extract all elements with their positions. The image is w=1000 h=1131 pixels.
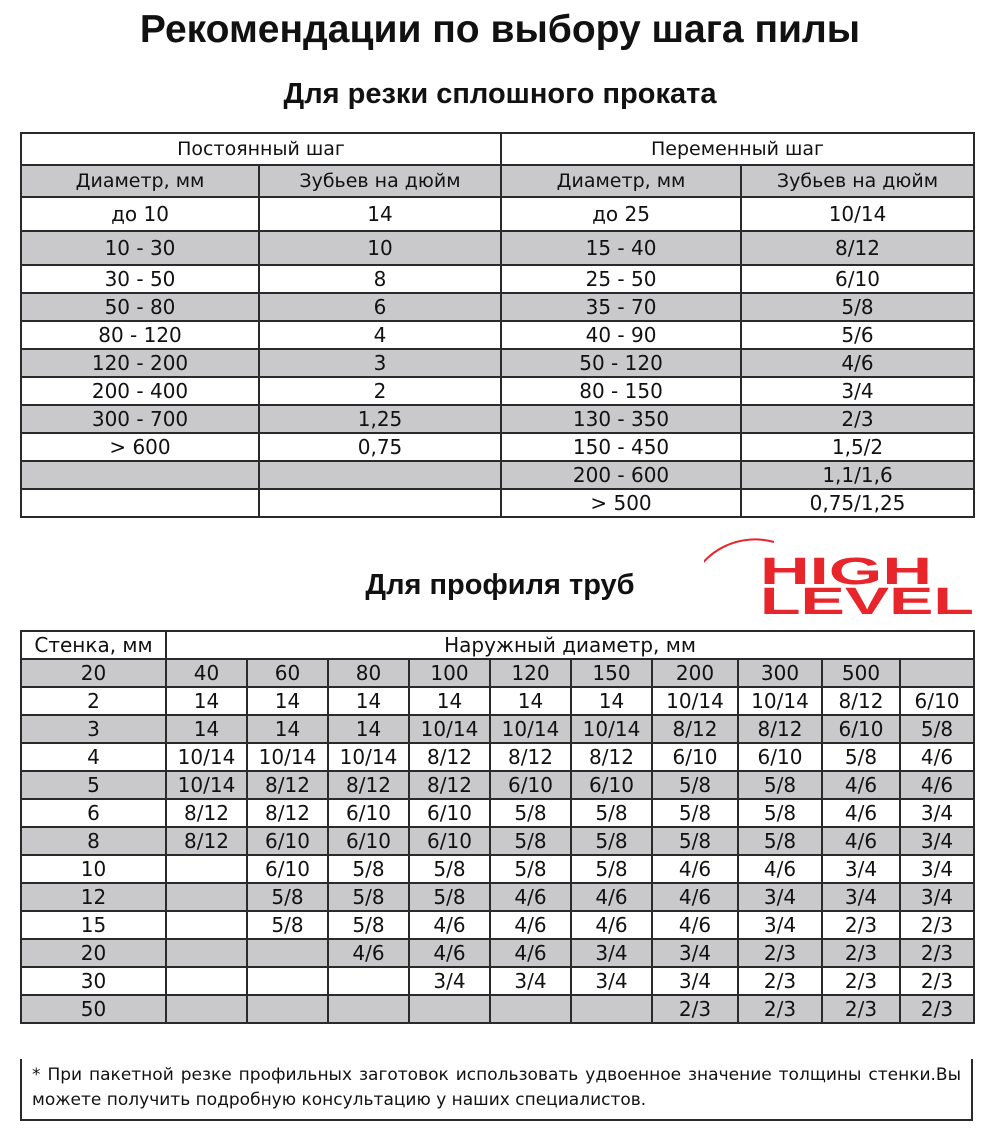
col-diameter-constant: Диаметр, мм (21, 165, 259, 197)
wall-thickness-cell: 6 (21, 799, 166, 827)
table-cell: 5/8 (490, 855, 571, 883)
table-cell (328, 995, 409, 1023)
table-cell: 10/14 (741, 197, 974, 231)
table-row (21, 855, 974, 883)
table-cell: 4/6 (822, 771, 900, 799)
table-cell: 8/12 (571, 743, 652, 771)
wall-thickness-cell: 2 (21, 687, 166, 715)
table-row (21, 967, 974, 995)
table-cell: 200 - 400 (21, 377, 259, 405)
table-cell: 2/3 (900, 995, 974, 1023)
table-cell: 6 (259, 293, 501, 321)
diameter-header-row (21, 659, 974, 687)
table-cell: 10/14 (571, 715, 652, 743)
table-cell: 14 (571, 687, 652, 715)
table-cell: 6/10 (738, 743, 822, 771)
table-cell: 200 - 600 (501, 461, 741, 489)
table-cell: 130 - 350 (501, 405, 741, 433)
table-cell: 10/14 (652, 687, 738, 715)
table-cell: 5/8 (738, 827, 822, 855)
table-cell: 4/6 (652, 911, 738, 939)
table-cell: 5/8 (490, 799, 571, 827)
table-cell: 35 - 70 (501, 293, 741, 321)
table-cell (247, 967, 328, 995)
table-cell (247, 995, 328, 1023)
table-cell: 4/6 (571, 911, 652, 939)
table-cell: 120 - 200 (21, 349, 259, 377)
table-row (21, 231, 974, 265)
table-cell: 10/14 (247, 743, 328, 771)
table-cell: 4 (259, 321, 501, 349)
table-cell: 5/8 (247, 911, 328, 939)
table-cell: 3/4 (571, 939, 652, 967)
wall-thickness-cell: 30 (21, 967, 166, 995)
table-cell: 2/3 (822, 911, 900, 939)
table-cell: 8/12 (652, 715, 738, 743)
diameter-header-cell: 60 (247, 659, 328, 687)
table-cell (166, 939, 247, 967)
table-cell (247, 939, 328, 967)
table-cell: 2/3 (900, 967, 974, 995)
table-cell (166, 855, 247, 883)
table-cell: 50 - 120 (501, 349, 741, 377)
table-cell: 2/3 (738, 995, 822, 1023)
table-cell: 5/6 (741, 321, 974, 349)
wall-thickness-cell: 50 (21, 995, 166, 1023)
wall-thickness-cell: 20 (21, 939, 166, 967)
wall-thickness-cell: 12 (21, 883, 166, 911)
table-cell: 14 (490, 687, 571, 715)
table-cell: 3 (259, 349, 501, 377)
table-cell: 14 (166, 715, 247, 743)
table-cell: 10/14 (166, 743, 247, 771)
table-cell: 8/12 (741, 231, 974, 265)
table-cell: 3/4 (409, 967, 490, 995)
page-title: Рекомендации по выбору шага пилы (139, 8, 861, 51)
table-cell (259, 489, 501, 517)
table-cell (490, 995, 571, 1023)
table-cell: 5/8 (822, 743, 900, 771)
table-cell: 5/8 (652, 827, 738, 855)
table-cell: 3/4 (652, 967, 738, 995)
table-cell: 4/6 (490, 883, 571, 911)
table-cell: 8/12 (822, 687, 900, 715)
table-cell: 3/4 (738, 911, 822, 939)
table-cell: 40 - 90 (501, 321, 741, 349)
solid-stock-table (20, 132, 975, 518)
table-cell: 8/12 (490, 743, 571, 771)
table-cell (409, 995, 490, 1023)
table-cell: 2/3 (652, 995, 738, 1023)
table-cell: 8/12 (166, 799, 247, 827)
diameter-header-cell: 120 (490, 659, 571, 687)
table-cell: 3/4 (738, 883, 822, 911)
table-cell: 4/6 (490, 939, 571, 967)
table-cell: 4/6 (822, 799, 900, 827)
table-cell: 2/3 (822, 995, 900, 1023)
table-cell: 2/3 (738, 939, 822, 967)
wall-thickness-cell: 4 (21, 743, 166, 771)
table-cell: 300 - 700 (21, 405, 259, 433)
table-cell: 2/3 (900, 911, 974, 939)
table-cell: 3/4 (900, 855, 974, 883)
wall-thickness-cell: 3 (21, 715, 166, 743)
table-cell: 6/10 (409, 799, 490, 827)
table-cell: 5/8 (900, 715, 974, 743)
table-cell: 5/8 (571, 799, 652, 827)
table-cell: 10/14 (166, 771, 247, 799)
table-row (21, 405, 974, 433)
table-cell: > 600 (21, 433, 259, 461)
table-row (21, 827, 974, 855)
table-row (21, 687, 974, 715)
diameter-header-cell: 20 (21, 659, 166, 687)
table-cell: 2/3 (741, 405, 974, 433)
wall-thickness-cell: 10 (21, 855, 166, 883)
table-row (21, 293, 974, 321)
table-cell: 4/6 (822, 827, 900, 855)
diameter-header-cell: 40 (166, 659, 247, 687)
table-row (21, 939, 974, 967)
diameter-header-cell (900, 659, 974, 687)
table-cell: 4/6 (490, 911, 571, 939)
table-cell: 6/10 (822, 715, 900, 743)
diameter-header-cell: 200 (652, 659, 738, 687)
table-cell: 3/4 (900, 799, 974, 827)
table-cell: 14 (247, 687, 328, 715)
table-cell: 4/6 (652, 855, 738, 883)
table-cell: 14 (328, 687, 409, 715)
table-cell (259, 461, 501, 489)
table-cell: 2 (259, 377, 501, 405)
table-cell: 10/14 (409, 715, 490, 743)
variable-pitch-header: Переменный шаг (501, 133, 974, 165)
table-cell: 4/6 (900, 771, 974, 799)
footnote: * При пакетной резке профильных заготовок использовать удвоенное значение толщины стенки.Вы можете получить подробную консультацию у наших специалистов. (20, 1059, 973, 1121)
table-cell: 3/4 (822, 855, 900, 883)
table-cell: 8/12 (409, 771, 490, 799)
table-cell: 10 (259, 231, 501, 265)
wall-thickness-cell: 5 (21, 771, 166, 799)
table-cell: 10/14 (328, 743, 409, 771)
table-cell: 3/4 (822, 883, 900, 911)
table-cell: 5/8 (409, 855, 490, 883)
table-cell: до 25 (501, 197, 741, 231)
table-cell: 2/3 (900, 939, 974, 967)
table-cell: 80 - 120 (21, 321, 259, 349)
col-tpi-variable: Зубьев на дюйм (741, 165, 974, 197)
table-row (21, 433, 974, 461)
table-cell: 14 (166, 687, 247, 715)
diameter-header-cell: 80 (328, 659, 409, 687)
table-cell: 3/4 (652, 939, 738, 967)
table-cell: 5/8 (328, 911, 409, 939)
table-cell: 8 (259, 265, 501, 293)
table-cell: до 10 (21, 197, 259, 231)
table-cell: 4/6 (652, 883, 738, 911)
table-cell: 10 - 30 (21, 231, 259, 265)
table-cell: 8/12 (247, 799, 328, 827)
table-cell: 6/10 (409, 827, 490, 855)
constant-pitch-header: Постоянный шаг (21, 133, 501, 165)
diameter-header-cell: 100 (409, 659, 490, 687)
table-cell: 14 (247, 715, 328, 743)
table-row (21, 461, 974, 489)
table-cell: 1,5/2 (741, 433, 974, 461)
table-cell: 4/6 (409, 911, 490, 939)
table-cell: 5/8 (409, 883, 490, 911)
table-cell: 2/3 (822, 939, 900, 967)
table-cell: 6/10 (328, 827, 409, 855)
table-cell: 6/10 (571, 771, 652, 799)
table-cell: 5/8 (652, 771, 738, 799)
table-cell: 8/12 (328, 771, 409, 799)
table-cell: 8/12 (738, 715, 822, 743)
table-cell: 4/6 (900, 743, 974, 771)
table-cell: 3/4 (490, 967, 571, 995)
table-cell: 5/8 (490, 827, 571, 855)
table-cell (166, 883, 247, 911)
table-cell: 5/8 (652, 799, 738, 827)
table-cell (166, 995, 247, 1023)
table-cell: 2/3 (822, 967, 900, 995)
table-cell: 3/4 (571, 967, 652, 995)
table-cell: 6/10 (741, 265, 974, 293)
table-cell: 15 - 40 (501, 231, 741, 265)
table-cell: 50 - 80 (21, 293, 259, 321)
table-cell: 4/6 (328, 939, 409, 967)
table-cell: 30 - 50 (21, 265, 259, 293)
col-tpi-constant: Зубьев на дюйм (259, 165, 501, 197)
table-row (21, 197, 974, 231)
table-row (21, 349, 974, 377)
table-cell: 6/10 (247, 827, 328, 855)
table-cell: > 500 (501, 489, 741, 517)
wall-thickness-cell: 15 (21, 911, 166, 939)
table-row (21, 377, 974, 405)
table-cell: 6/10 (900, 687, 974, 715)
table-cell: 14 (259, 197, 501, 231)
table-cell: 14 (328, 715, 409, 743)
table-cell: 8/12 (409, 743, 490, 771)
table-cell: 1,1/1,6 (741, 461, 974, 489)
table-cell: 3/4 (900, 827, 974, 855)
table-row (21, 743, 974, 771)
table-cell: 8/12 (247, 771, 328, 799)
table-cell: 6/10 (652, 743, 738, 771)
diameter-header-cell: 300 (738, 659, 822, 687)
diameter-header-cell: 150 (571, 659, 652, 687)
table-cell: 3/4 (900, 883, 974, 911)
svg-text:LEVEL: LEVEL (760, 581, 974, 623)
table-cell: 5/8 (741, 293, 974, 321)
pipe-profile-table (20, 630, 975, 1024)
table-row (21, 995, 974, 1023)
table-cell (166, 967, 247, 995)
table-row (21, 911, 974, 939)
table-cell: 2/3 (738, 967, 822, 995)
table-row (21, 771, 974, 799)
table-row (21, 321, 974, 349)
wall-thickness-cell: 8 (21, 827, 166, 855)
table-cell: 3/4 (741, 377, 974, 405)
wall-thickness-header: Стенка, мм (21, 631, 166, 659)
section-heading-solid: Для резки сплошного проката (283, 78, 717, 110)
table-cell: 6/10 (328, 799, 409, 827)
table-cell: 8/12 (166, 827, 247, 855)
table-cell: 150 - 450 (501, 433, 741, 461)
table-cell: 5/8 (247, 883, 328, 911)
table-row (21, 265, 974, 293)
table-cell: 80 - 150 (501, 377, 741, 405)
table-row (21, 489, 974, 517)
svg-text:HIGH: HIGH (760, 551, 932, 593)
table-row (21, 883, 974, 911)
table-cell: 5/8 (571, 827, 652, 855)
table-cell: 14 (409, 687, 490, 715)
table-cell: 5/8 (328, 883, 409, 911)
table-cell: 10/14 (738, 687, 822, 715)
table-cell: 0,75 (259, 433, 501, 461)
table-cell: 5/8 (571, 855, 652, 883)
table-cell: 6/10 (490, 771, 571, 799)
table-cell: 6/10 (247, 855, 328, 883)
table-cell: 5/8 (738, 771, 822, 799)
table-cell: 4/6 (571, 883, 652, 911)
table-cell: 5/8 (328, 855, 409, 883)
col-diameter-variable: Диаметр, мм (501, 165, 741, 197)
table-cell: 1,25 (259, 405, 501, 433)
table-row (21, 799, 974, 827)
table-cell: 5/8 (738, 799, 822, 827)
table-cell: 4/6 (409, 939, 490, 967)
table-cell (21, 461, 259, 489)
table-cell (571, 995, 652, 1023)
table-cell: 25 - 50 (501, 265, 741, 293)
table-cell: 10/14 (490, 715, 571, 743)
outer-diameter-header: Наружный диаметр, мм (166, 631, 974, 659)
table-cell (328, 967, 409, 995)
table-row (21, 715, 974, 743)
table-cell (21, 489, 259, 517)
table-cell (166, 911, 247, 939)
table-cell: 4/6 (741, 349, 974, 377)
table-cell: 0,75/1,25 (741, 489, 974, 517)
diameter-header-cell: 500 (822, 659, 900, 687)
table-cell: 4/6 (738, 855, 822, 883)
section-heading-pipes: Для профиля труб (365, 569, 635, 601)
